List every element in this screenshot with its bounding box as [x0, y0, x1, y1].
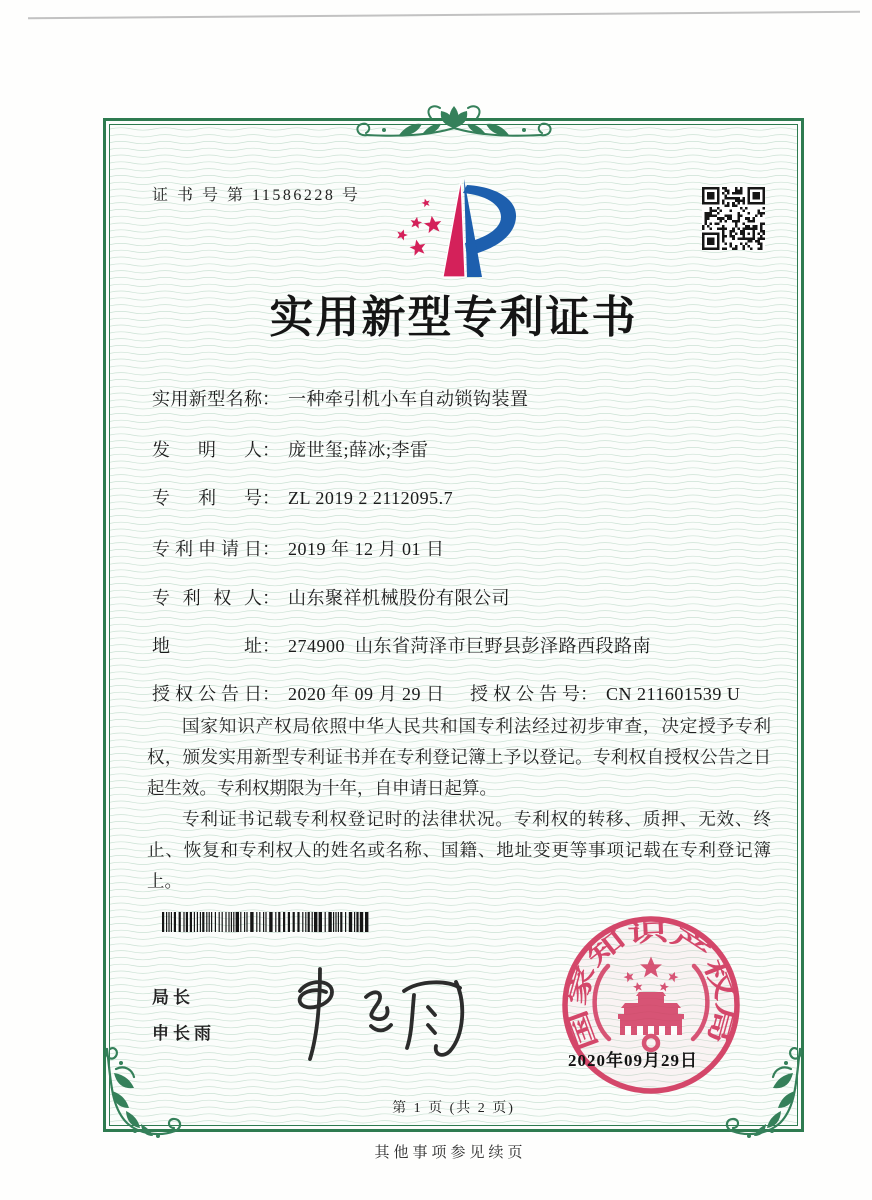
field-value: 2020 年 09 月 29 日: [288, 684, 445, 704]
barcode: [162, 912, 374, 932]
qr-code: [702, 187, 765, 250]
field-value: CN 211601539 U: [606, 684, 741, 704]
field-row-patentee: [152, 584, 769, 610]
floral-ornament-top: [338, 94, 570, 150]
legal-paragraph: 国家知识产权局依照中华人民共和国专利法经过初步审查，决定授予专利权，颁发实用新型专利证书并在专利登记簿上予以登记。专利权自授权公告之日起生效。专利权期限为十年，自申请日起算。: [147, 716, 771, 798]
field-row-inventors: [152, 436, 769, 462]
field-value: 庞世玺;薛冰;李雷: [288, 440, 429, 460]
legal-paragraph: 专利证书记载专利权登记时的法律状况。专利权的转移、质押、无效、终止、恢复和专利权人的姓名或名称、国籍、地址变更等事项记载在专利登记簿上。: [147, 809, 771, 891]
field-row-name: [152, 385, 769, 411]
field-label: 专利申请日: [152, 539, 262, 559]
field-colon: ：: [580, 684, 598, 704]
field-value: ZL 2019 2 2112095.7: [288, 488, 454, 508]
field-value: 274900 山东省菏泽市巨野县彭泽路西段路南: [288, 636, 651, 656]
field-label: 授权公告日: [152, 684, 262, 704]
commissioner-signature: [278, 963, 468, 1063]
field-colon: ：: [262, 539, 280, 559]
field-row-filing-date: [152, 535, 769, 561]
certificate-number: 证 书 号 第 11586228 号: [152, 187, 361, 204]
certificate-title: 实用新型专利证书: [269, 293, 638, 342]
field-label: 专利号: [152, 488, 262, 508]
field-label: 发明人: [152, 440, 262, 460]
field-colon: ：: [262, 588, 280, 608]
certificate-inner-border: [109, 124, 798, 1126]
grant-number-group: [470, 680, 740, 706]
seal-text: 国家知识产权局: [564, 920, 738, 1053]
page-number: 第 1 页 (共 2 页): [392, 1101, 515, 1116]
field-colon: ：: [262, 488, 280, 508]
scan-artifact-line: [28, 11, 860, 19]
field-colon: ：: [262, 636, 280, 656]
field-value: 2019 年 12 月 01 日: [288, 539, 445, 559]
field-value: 一种牵引机小车自动锁钩装置: [288, 389, 529, 409]
field-value: 山东聚祥机械股份有限公司: [288, 588, 510, 608]
certificate-frame: [103, 118, 804, 1132]
field-row-address: [152, 632, 769, 658]
field-label: 专利权人: [152, 588, 262, 608]
field-row-grant: [152, 680, 769, 706]
field-label: 实用新型名称: [152, 389, 262, 409]
field-label: 授权公告号: [470, 684, 580, 704]
seal-date: 2020年09月29日: [568, 1051, 698, 1070]
floral-ornament-bottom-left: [100, 1039, 182, 1141]
floral-ornament-bottom-right: [725, 1039, 807, 1141]
legal-text-block: [147, 711, 771, 897]
field-label: 地址: [152, 636, 262, 656]
field-colon: ：: [262, 389, 280, 409]
field-colon: ：: [262, 684, 280, 704]
cnipa-logo-icon: [393, 173, 525, 285]
commissioner-name: 申长雨: [152, 1024, 215, 1043]
field-colon: ：: [262, 440, 280, 460]
field-row-patent-number: [152, 484, 769, 510]
continuation-note: 其他事项参见续页: [374, 1145, 527, 1161]
official-seal: [554, 908, 748, 1102]
commissioner-title: 局长: [152, 988, 194, 1007]
